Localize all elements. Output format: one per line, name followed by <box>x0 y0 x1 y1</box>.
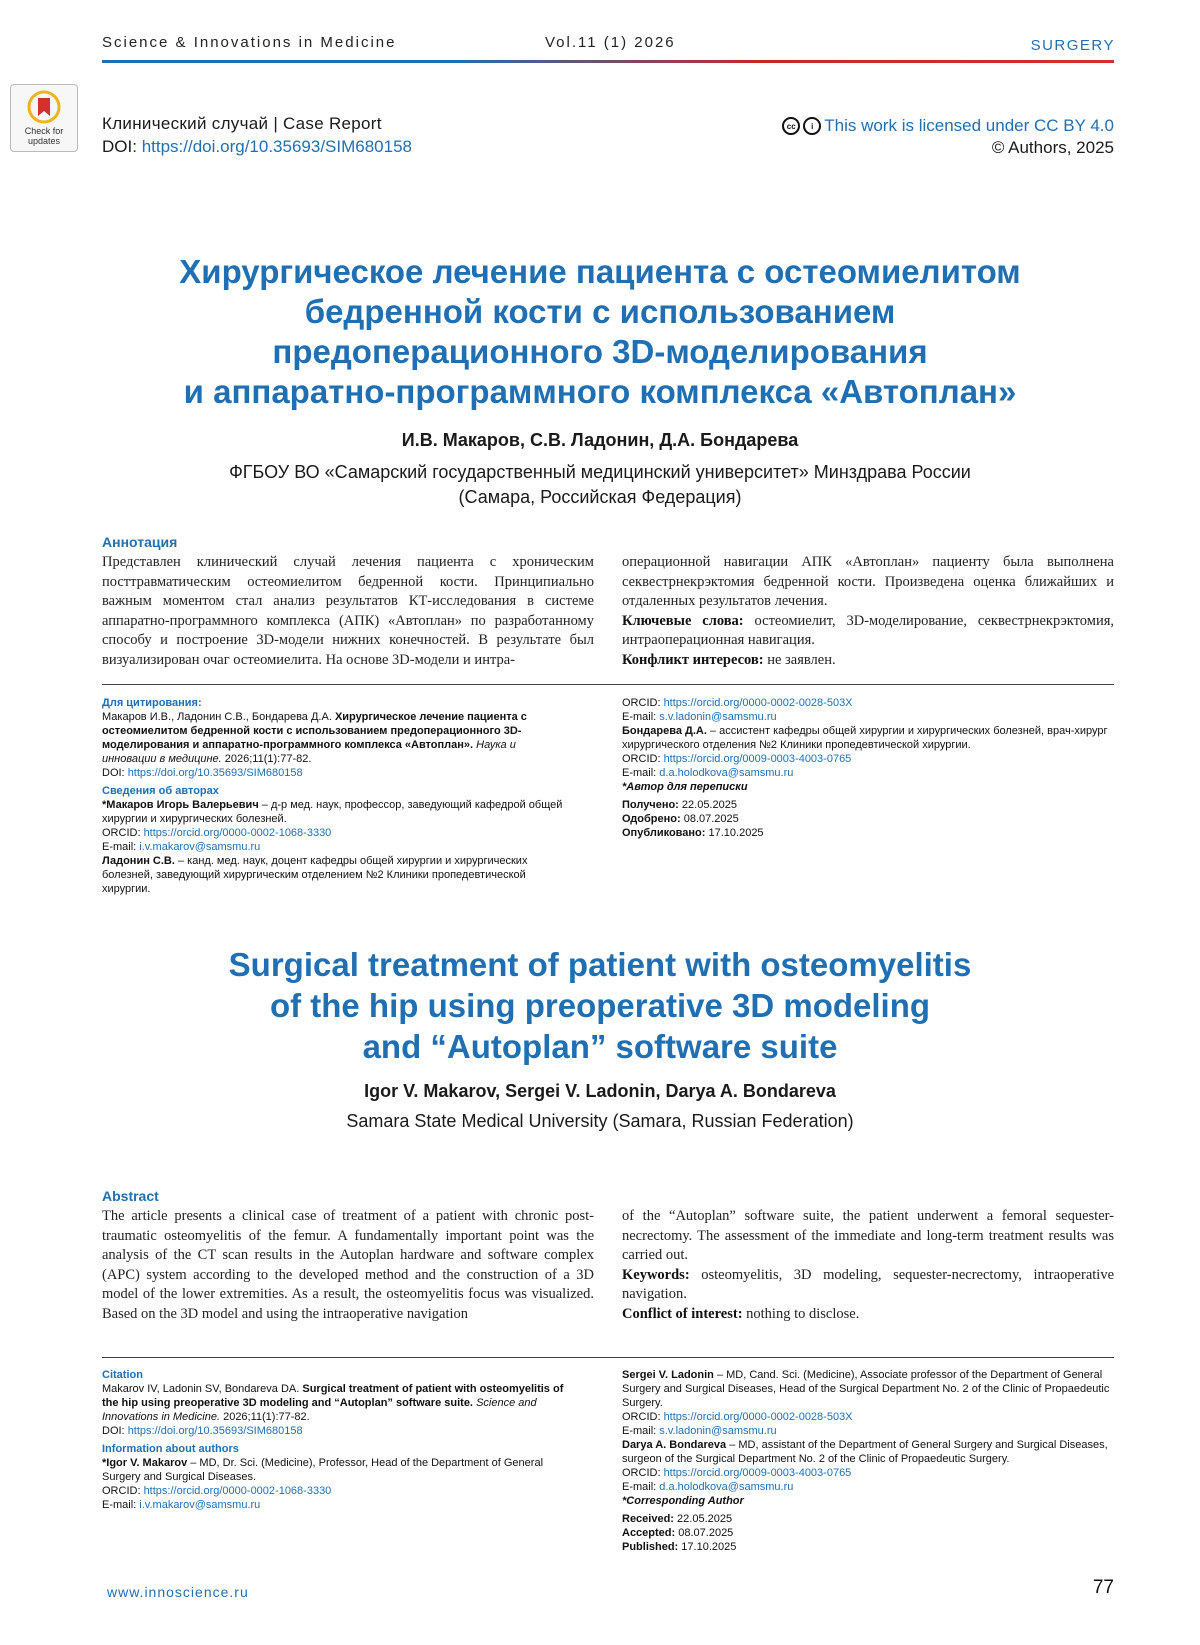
citation-ru-details: 2026;11(1):77-82. <box>224 753 312 765</box>
corresponding-ru <box>622 780 1114 794</box>
author2-ru-name: Ладонин С.В. <box>102 855 175 867</box>
approved-ru-date: 08.07.2025 <box>683 813 739 825</box>
divider <box>102 1357 1114 1358</box>
affiliation-ru-line1: ФГБОУ ВО «Самарский государственный медицинский университет» Минздрава России <box>229 462 971 482</box>
page-number: 77 <box>1092 1577 1114 1598</box>
citation-en-authors: Makarov IV, Ladonin SV, Bondareva DA. <box>102 1383 300 1395</box>
orcid-link[interactable]: https://orcid.org/0000-0002-1068-3330 <box>143 1485 332 1497</box>
abstract-en-right <box>622 1207 1114 1324</box>
author1-ru-desc: – д-р мед. наук, профессор, заведующий кафедрой общей хирургии и хирургических болезней. <box>102 799 563 825</box>
title-ru-line: и аппаратно-программного комплекса «Автоплан» <box>183 373 1017 410</box>
author1-en-email <box>102 1498 572 1512</box>
email-link[interactable]: s.v.ladonin@samsmu.ru <box>659 711 777 723</box>
author2-en-email <box>622 1424 1114 1438</box>
citation-ru-doi-link[interactable]: https://doi.org/10.35693/SIM680158 <box>127 767 303 779</box>
author2-en-desc: – MD, Cand. Sci. (Medicine), Associate professor of the Department of General Surgery and Surgical Diseases, Head of the Surgical Department No. 2 of the Clinic of Propaedeutic Surgery. <box>622 1369 1110 1409</box>
author2-ru <box>102 854 572 896</box>
email-label: E-mail: <box>102 841 137 853</box>
received-ru-date: 22.05.2025 <box>681 799 737 811</box>
check-for-updates-badge[interactable] <box>10 84 78 152</box>
badge-line2: updates <box>27 136 61 146</box>
citation-ru-journal: Наука и инновации в медицине. <box>102 739 516 765</box>
citation-en-heading: Citation <box>102 1369 143 1381</box>
citation-ru <box>102 696 572 896</box>
keywords-en <box>622 1266 1114 1305</box>
orcid-label: ORCID: <box>622 697 661 709</box>
published-en-date: 17.10.2025 <box>681 1541 737 1553</box>
authors-en-cont <box>622 1368 1114 1554</box>
authors-info-en-heading: Information about authors <box>102 1443 239 1455</box>
authors-ru: И.В. Макаров, С.В. Ладонин, Д.А. Бондарева <box>401 430 799 450</box>
section-label: SURGERY <box>1030 37 1115 54</box>
cc-by-icon: i <box>803 117 821 135</box>
orcid-link[interactable]: https://orcid.org/0000-0002-0028-503X <box>663 697 853 709</box>
conflict-en-value: nothing to disclose. <box>746 1305 860 1322</box>
corresponding-en-text: *Corresponding Author <box>622 1495 744 1507</box>
cc-icon: cc <box>782 117 800 135</box>
email-link[interactable]: d.a.holodkova@samsmu.ru <box>659 767 794 779</box>
corresponding-ru-text: *Автор для переписки <box>622 781 748 793</box>
citation-en <box>102 1368 572 1512</box>
author1-en-desc: – MD, Dr. Sci. (Medicine), Professor, Head of the Department of General Surgery and Surgical Diseases. <box>102 1457 544 1483</box>
orcid-label: ORCID: <box>622 1411 661 1423</box>
abstract-en-right-text: of the “Autoplan” software suite, the patient underwent a femoral sequester-necrectomy. The assessment of the immediate and long-term treatment results was carried out. <box>622 1208 1114 1263</box>
title-en-line: and “Autoplan” software suite <box>362 1028 838 1065</box>
keywords-ru <box>622 612 1114 651</box>
conflict-ru-value: не заявлен. <box>767 651 836 668</box>
published-ru-label: Опубликовано: <box>622 827 706 839</box>
journal-volume: Vol.11 (1) 2026 <box>545 34 676 51</box>
license-line <box>782 116 1114 136</box>
email-label: E-mail: <box>622 1425 657 1437</box>
approved-ru <box>622 812 1114 826</box>
email-link[interactable]: i.v.makarov@samsmu.ru <box>139 1499 261 1511</box>
accepted-en-label: Accepted: <box>622 1527 676 1539</box>
title-ru-line: бедренной кости с использованием <box>304 293 896 330</box>
orcid-link[interactable]: https://orcid.org/0000-0002-1068-3330 <box>143 827 332 839</box>
doi-label: DOI: <box>102 137 137 156</box>
orcid-label: ORCID: <box>622 753 661 765</box>
keywords-en-value: osteomyelitis, 3D modeling, sequester-necrectomy, intraoperative navigation. <box>622 1266 1115 1302</box>
author2-en <box>622 1368 1114 1410</box>
author3-ru-desc: – ассистент кафедры общей хирургии и хирургических болезней, врач-хирург хирургического отделения №2 Клиники пропедевтической хирургии. <box>622 725 1108 751</box>
title-ru <box>100 252 1100 412</box>
author1-en-orcid <box>102 1484 572 1498</box>
citation-ru-doi-label: DOI: <box>102 767 125 779</box>
author2-en-orcid <box>622 1410 1114 1424</box>
abstract-heading-ru: Аннотация <box>102 534 178 550</box>
title-en-line: Surgical treatment of patient with osteomyelitis <box>228 946 972 983</box>
orcid-link[interactable]: https://orcid.org/0009-0003-4003-0765 <box>663 1467 852 1479</box>
citation-ru-text <box>102 710 572 766</box>
title-ru-line: предоперационного 3D-моделирования <box>272 333 928 370</box>
author3-ru-email <box>622 766 1114 780</box>
author1-ru-name: *Макаров Игорь Валерьевич <box>102 799 259 811</box>
abstract-heading-en: Abstract <box>102 1188 159 1204</box>
author3-ru-name: Бондарева Д.А. <box>622 725 707 737</box>
citation-ru-heading: Для цитирования: <box>102 697 202 709</box>
citation-en-title: Surgical treatment of patient with osteomyelitis of the hip using preoperative 3D modeling and “Autoplan” software suite. <box>102 1383 564 1409</box>
keywords-ru-label: Ключевые слова: <box>622 612 744 629</box>
journal-name: Science & Innovations in Medicine <box>102 34 397 51</box>
citation-ru-title: Хирургическое лечение пациента с остеомиелитом бедренной кости с использованием предоперационного 3D-моделирования и аппаратно-программного комплекса «Автоплан». <box>102 711 527 751</box>
authors-info-ru-heading: Сведения об авторах <box>102 785 219 797</box>
author1-en <box>102 1456 572 1484</box>
email-label: E-mail: <box>622 1481 657 1493</box>
author2-ru-email <box>622 710 1114 724</box>
title-ru-line: Хирургическое лечение пациента с остеомиелитом <box>179 253 1021 290</box>
doi-line <box>102 137 412 157</box>
keywords-en-label: Keywords: <box>622 1266 690 1283</box>
abstract-ru-right-text: операционной навигации АПК «Автоплан» пациенту была выполнена секвестрнекрэктомия бедренной кости. Произведена оценка ближайших и отдаленных результатов лечения. <box>622 554 1114 609</box>
conflict-ru <box>622 651 1114 671</box>
conflict-en <box>622 1305 1114 1325</box>
author3-en-orcid <box>622 1466 1114 1480</box>
footer-site-link[interactable]: www.innoscience.ru <box>107 1584 249 1600</box>
license-link[interactable]: This work is licensed under CC BY 4.0 <box>824 116 1114 135</box>
received-en-date: 22.05.2025 <box>677 1513 733 1525</box>
author2-en-name: Sergei V. Ladonin <box>622 1369 714 1381</box>
email-link[interactable]: i.v.makarov@samsmu.ru <box>139 841 261 853</box>
author3-en-email <box>622 1480 1114 1494</box>
published-en-label: Published: <box>622 1541 679 1553</box>
author3-en <box>622 1438 1114 1466</box>
title-en-line: of the hip using preoperative 3D modeling <box>269 987 931 1024</box>
email-label: E-mail: <box>622 711 657 723</box>
author3-ru <box>622 724 1114 752</box>
conflict-ru-label: Конфликт интересов: <box>622 651 764 668</box>
doi-link[interactable]: https://doi.org/10.35693/SIM680158 <box>141 137 412 156</box>
author1-en-name: *Igor V. Makarov <box>102 1457 188 1469</box>
affiliation-ru-line2: (Самара, Российская Федерация) <box>458 487 742 507</box>
header-rule <box>102 60 1114 63</box>
article-type: Клинический случай | Case Report <box>102 114 382 133</box>
accepted-en-date: 08.07.2025 <box>678 1527 734 1539</box>
citation-en-doi <box>102 1424 572 1438</box>
authors-en: Igor V. Makarov, Sergei V. Ladonin, Darya A. Bondareva <box>364 1081 836 1101</box>
email-link[interactable]: s.v.ladonin@samsmu.ru <box>659 1425 777 1437</box>
author1-ru <box>102 798 572 826</box>
published-en <box>622 1540 1114 1554</box>
affiliation-en: Samara State Medical University (Samara, Russian Federation) <box>346 1111 854 1131</box>
orcid-label: ORCID: <box>102 827 141 839</box>
citation-en-doi-label: DOI: <box>102 1425 125 1437</box>
email-label: E-mail: <box>102 1499 137 1511</box>
accepted-en <box>622 1526 1114 1540</box>
citation-en-doi-link[interactable]: https://doi.org/10.35693/SIM680158 <box>127 1425 303 1437</box>
author3-ru-orcid <box>622 752 1114 766</box>
received-ru-label: Получено: <box>622 799 679 811</box>
author2-ru-desc: – канд. мед. наук, доцент кафедры общей хирургии и хирургических болезней, заведующий хирургическим отделением №2 Клиники пропедевтической хирургии. <box>102 855 528 895</box>
title-en <box>100 944 1100 1067</box>
email-link[interactable]: d.a.holodkova@samsmu.ru <box>659 1481 794 1493</box>
email-label: E-mail: <box>622 767 657 779</box>
abstract-ru-right <box>622 553 1114 670</box>
abstract-ru-left: Представлен клинический случай лечения пациента с хроническим посттравматическим остеомиелитом бедренной кости. Принципиально важным моментом стал анализ результатов КТ-исследования в системе аппаратно-программного комплекса (АПК) «Автоплан» по разработанному способу и построение 3D-модели нижних конечностей. В результате был визуализирован очаг остеомиелита. На основе 3D-модели и интра- <box>102 554 594 668</box>
received-en-label: Received: <box>622 1513 674 1525</box>
approved-ru-label: Одобрено: <box>622 813 681 825</box>
published-ru-date: 17.10.2025 <box>708 827 764 839</box>
keywords-ru-value: остеомиелит, 3D-моделирование, секвестрнекрэктомия, интраоперационная навигация. <box>622 612 1115 648</box>
orcid-label: ORCID: <box>622 1467 661 1479</box>
author3-en-desc: – MD, assistant of the Department of General Surgery and Surgical Diseases, surgeon of the Surgical Department No. 2 of the Clinic of Propaedeutic Surgery. <box>622 1439 1108 1465</box>
author2-ru-orcid <box>622 696 1114 710</box>
conflict-en-label: Conflict of interest: <box>622 1305 743 1322</box>
corresponding-en <box>622 1494 1114 1508</box>
citation-ru-doi <box>102 766 572 780</box>
divider <box>102 684 1114 685</box>
authors-ru-cont <box>622 696 1114 840</box>
author1-ru-email <box>102 840 572 854</box>
received-en <box>622 1512 1114 1526</box>
published-ru <box>622 826 1114 840</box>
citation-en-details: 2026;11(1):77-82. <box>223 1411 310 1423</box>
citation-ru-authors: Макаров И.В., Ладонин С.В., Бондарева Д.А. <box>102 711 332 723</box>
bookmark-icon <box>27 90 61 124</box>
copyright: © Authors, 2025 <box>991 138 1114 157</box>
badge-line1: Check for <box>24 126 64 136</box>
abstract-en-left: The article presents a clinical case of treatment of a patient with chronic post-traumatic osteomyelitis of the femur. A fundamentally important point was the analysis of the CT scan results in the Autoplan hardware and software complex (APC) system according to the developed method and the construction of a 3D model of the lower extremities. As a result, the osteomyelitis focus was visualized. Based on the 3D model and using the intraoperative navigation <box>102 1208 594 1322</box>
author3-en-name: Darya A. Bondareva <box>622 1439 727 1451</box>
orcid-link[interactable]: https://orcid.org/0000-0002-0028-503X <box>663 1411 853 1423</box>
orcid-label: ORCID: <box>102 1485 141 1497</box>
orcid-link[interactable]: https://orcid.org/0009-0003-4003-0765 <box>663 753 852 765</box>
affiliation-ru <box>100 460 1100 510</box>
citation-en-text <box>102 1382 572 1424</box>
citation-en-journal: Science and Innovations in Medicine. <box>102 1397 537 1423</box>
author1-ru-orcid <box>102 826 572 840</box>
received-ru <box>622 798 1114 812</box>
